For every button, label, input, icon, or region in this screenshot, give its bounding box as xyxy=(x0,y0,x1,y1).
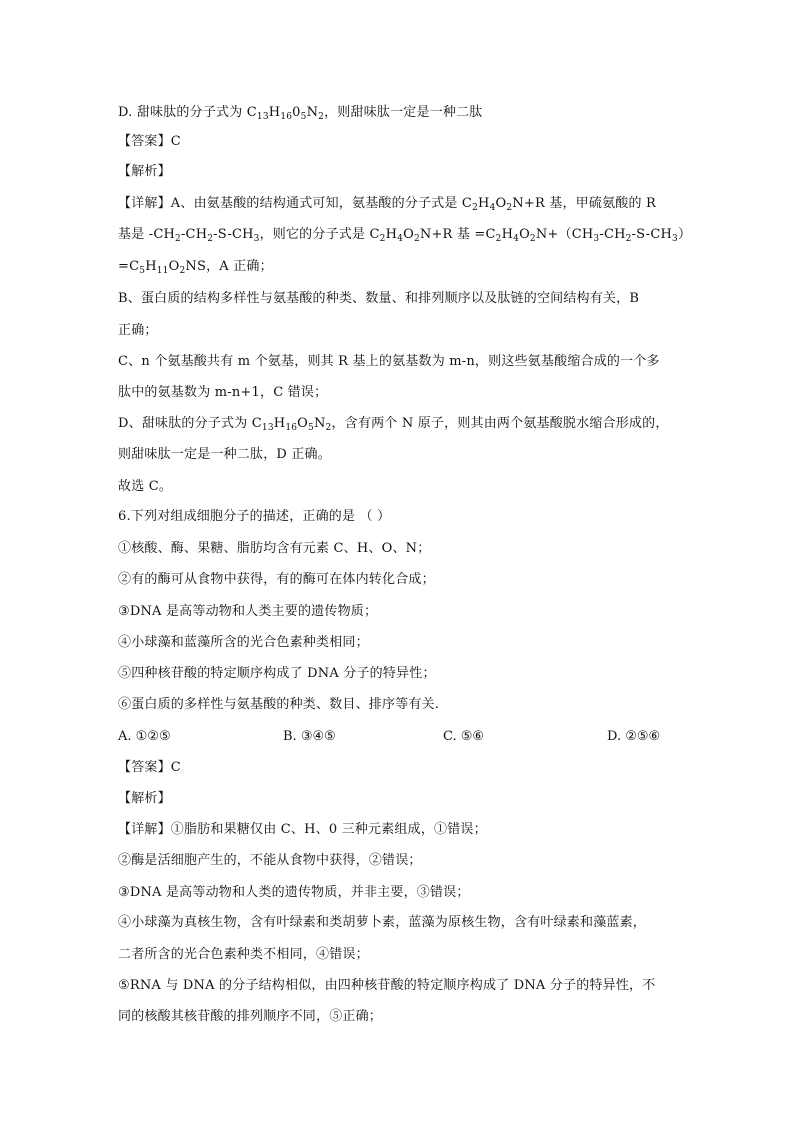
text-run: N+R 基 =C xyxy=(419,227,496,242)
subscript: 2 xyxy=(413,234,420,244)
statement-item: ④小球藻和蓝藻所含的光合色素种类相同； xyxy=(118,635,369,650)
text-run: H xyxy=(478,196,490,211)
explanation-line: ④小球藻为真核生物，含有叶绿素和类胡萝卜素，蓝藻为原核生物，含有叶绿素和藻蓝素， xyxy=(118,915,647,930)
option-d-line xyxy=(118,104,483,122)
explanation-line xyxy=(118,195,656,213)
text-run: O xyxy=(297,416,309,431)
subscript: 16 xyxy=(285,423,298,433)
subscript: 2 xyxy=(207,234,214,244)
explanation-line: 【详解】①脂肪和果糖仅由 C、H、0 三种元素组成，①错误； xyxy=(118,822,487,837)
text-run: O xyxy=(168,259,180,274)
subscript: 2 xyxy=(529,234,536,244)
text-run: N xyxy=(306,105,319,120)
explanation-line xyxy=(118,415,669,433)
conclusion-line: 故选 C。 xyxy=(118,479,173,494)
text-run: 【详解】A、由氨基酸的结构通式可知，氨基酸的分子式是 C xyxy=(118,196,473,211)
text-run: -S-CH xyxy=(213,227,254,242)
text-run: O xyxy=(403,227,414,242)
subscript: 11 xyxy=(156,266,169,276)
subscript: 4 xyxy=(397,234,404,244)
explanation-line: C、n 个氨基酸共有 m 个氨基，则其 R 基上的氨基数为 m-n，则这些氨基酸缩合成的一个多 xyxy=(118,354,660,369)
analysis-heading: 【解析】 xyxy=(118,791,171,806)
subscript: 2 xyxy=(379,234,386,244)
subscript: 2 xyxy=(318,112,325,122)
text-run: H xyxy=(268,105,281,120)
text-run: -CH xyxy=(599,227,626,242)
subscript: 2 xyxy=(175,234,181,244)
subscript: 3 xyxy=(672,234,678,244)
text-run: O xyxy=(519,227,530,242)
explanation-line: 二者所含的光合色素种类不相同，④错误； xyxy=(118,947,369,962)
text-run: ，含有两个 N 原子，则其由两个氨基酸脱水缩合形成的， xyxy=(331,416,669,431)
choice-a: A. ①②⑤ xyxy=(118,729,171,744)
text-run: ，则它的分子式是 C xyxy=(259,227,380,242)
answer-line: 【答案】C xyxy=(118,134,181,149)
choice-b: B. ③④⑤ xyxy=(283,729,336,744)
text-run: D. 甜味肽的分子式为 C xyxy=(118,105,257,120)
explanation-line xyxy=(118,258,273,276)
subscript: 3 xyxy=(253,234,260,244)
text-run: ） xyxy=(677,227,692,242)
subscript: 2 xyxy=(506,203,513,213)
text-run: -S-CH xyxy=(631,227,673,242)
text-run: -CH xyxy=(180,227,208,242)
text-run: ，则甜味肽一定是一种二肽 xyxy=(324,105,483,120)
statement-item: ⑤四种核苷酸的特定顺序构成了 DNA 分子的特异性； xyxy=(118,666,436,681)
text-run: H xyxy=(145,259,157,274)
statement-item: ②有的酶可从食物中获得，有的酶可在体内转化合成； xyxy=(118,572,435,587)
explanation-line: ⑤RNA 与 DNA 的分子结构相似，由四种核苷酸的特定顺序构成了 DNA 分子的特异性，不 xyxy=(118,978,656,993)
subscript: 5 xyxy=(300,112,307,122)
text-run: H xyxy=(501,227,514,242)
explanation-line xyxy=(118,226,691,244)
subscript: 5 xyxy=(139,266,146,276)
subscript: 2 xyxy=(179,266,186,276)
analysis-heading: 【解析】 xyxy=(118,164,171,179)
explanation-line: ②酶是活细胞产生的，不能从食物中获得，②错误； xyxy=(118,853,422,868)
explanation-line: ③DNA 是高等动物和人类的遗传物质，并非主要，③错误； xyxy=(118,885,470,900)
subscript: 2 xyxy=(325,423,332,433)
choice-c: C. ⑤⑥ xyxy=(443,729,485,744)
statement-item: ①核酸、酶、果糖、脂肪均含有元素 C、H、O、N； xyxy=(118,541,431,556)
subscript: 2 xyxy=(495,234,502,244)
answer-line: 【答案】C xyxy=(118,760,181,775)
statement-item: ③DNA 是高等动物和人类主要的遗传物质； xyxy=(118,604,378,619)
choice-d: D. ②⑤⑥ xyxy=(607,729,661,744)
explanation-line: 肽中的氨基数为 m-n+1，C 错误； xyxy=(118,385,328,400)
text-run: N+（CH xyxy=(535,227,594,242)
subscript: 5 xyxy=(308,423,314,433)
subscript: 2 xyxy=(625,234,632,244)
text-run: NS，A 正确； xyxy=(185,259,273,274)
subscript: 2 xyxy=(472,203,479,213)
text-run: N+R 基，甲硫氨酸的 R xyxy=(512,196,657,211)
subscript: 3 xyxy=(593,234,600,244)
subscript: 16 xyxy=(280,112,293,122)
subscript: 13 xyxy=(256,112,269,122)
question-title: 6.下列对组成细胞分子的描述，正确的是 （ ） xyxy=(118,509,391,524)
explanation-line: 同的核酸其核苷酸的排列顺序不同，⑤正确； xyxy=(118,1009,383,1024)
subscript: 13 xyxy=(261,423,274,433)
text-run: 基是 -CH xyxy=(118,227,176,242)
text-run: O xyxy=(495,196,507,211)
statement-item: ⑥蛋白质的多样性与氨基酸的种类、数目、排序等有关. xyxy=(118,697,440,712)
text-run: H xyxy=(385,227,398,242)
explanation-line: 则甜味肽一定是一种二肽，D 正确。 xyxy=(118,447,331,462)
explanation-line: B、蛋白质的结构多样性与氨基酸的种类、数量、和排列顺序以及肽链的空间结构有关，B xyxy=(118,291,640,306)
subscript: 4 xyxy=(489,203,496,213)
subscript: 4 xyxy=(513,234,520,244)
text-run: H xyxy=(273,416,286,431)
text-run: 0 xyxy=(292,105,301,120)
text-run: D、甜味肽的分子式为 C xyxy=(118,416,262,431)
text-run: N xyxy=(313,416,326,431)
text-run: =C xyxy=(118,259,140,274)
explanation-line: 正确； xyxy=(118,323,158,338)
